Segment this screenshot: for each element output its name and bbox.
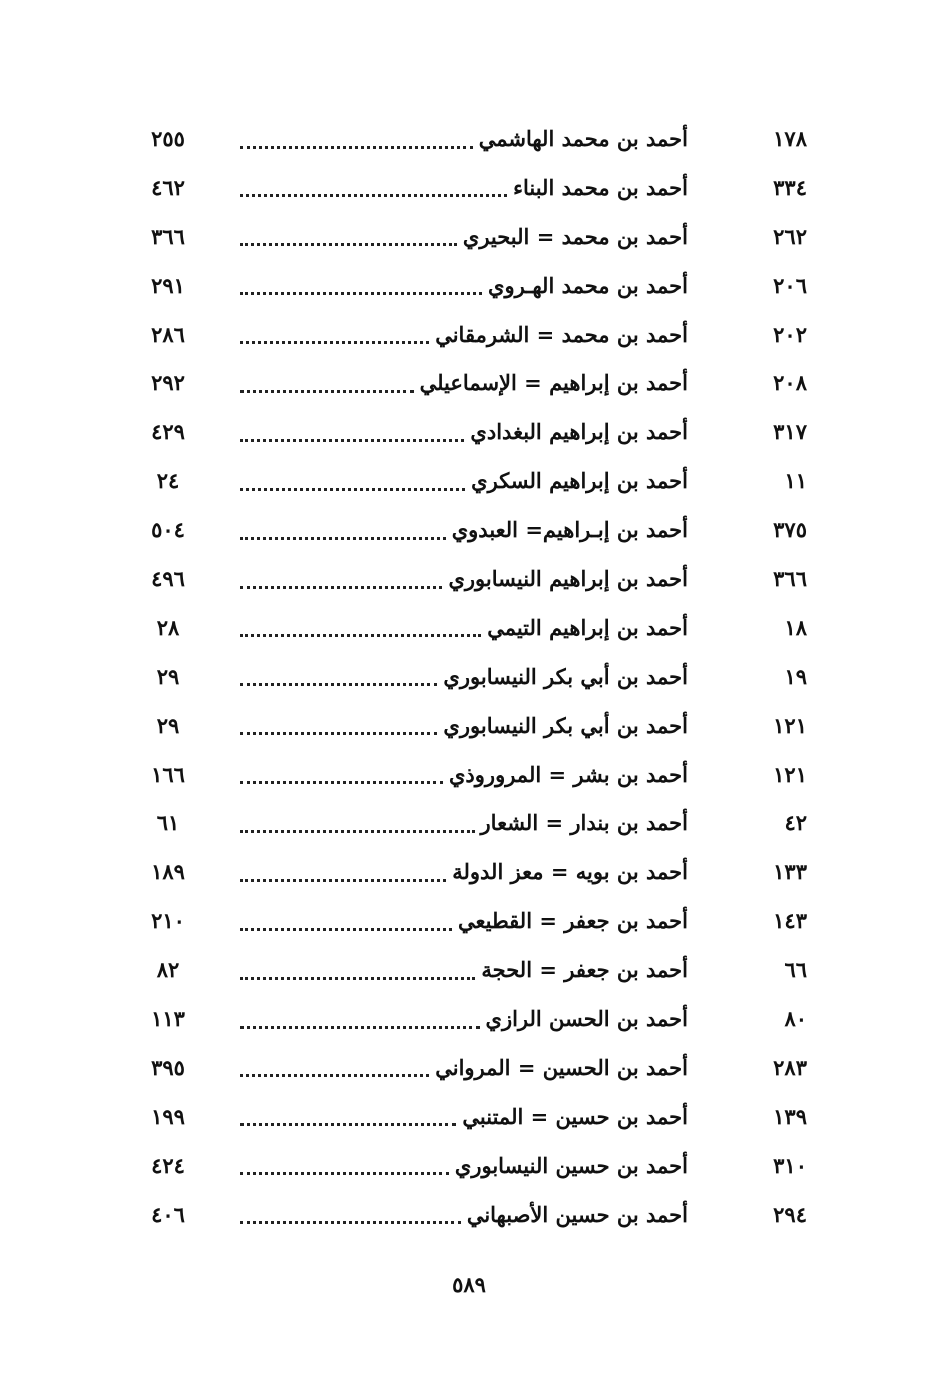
entry-name-line — [240, 124, 688, 156]
index-entry — [0, 851, 938, 900]
entry-number: ٣٧٥ — [773, 517, 807, 543]
dot-leader — [240, 586, 442, 589]
entry-name: أحمد بن بويه = معز الدولة — [452, 859, 688, 885]
dot-leader — [240, 928, 452, 931]
entry-name: أحمد بن إبراهيم = الإسماعيلي — [419, 370, 688, 396]
entry-number: ٦٦ — [784, 957, 807, 983]
entry-name-line — [240, 368, 688, 400]
entry-page: ٣٦٦ — [151, 223, 185, 249]
entry-number: ٢٩٤ — [773, 1201, 807, 1227]
entry-name: أحمد بن إبـراهيم= العبدوي — [451, 517, 688, 543]
index-entry — [0, 998, 938, 1047]
entry-name-line — [240, 417, 688, 449]
entry-name: أحمد بن أبي بكر النيسابوري — [443, 712, 688, 738]
entry-page: ٢٥٥ — [151, 126, 185, 151]
page-number: ٥٨٩ — [452, 1272, 486, 1297]
entry-number: ٣١٠ — [773, 1152, 807, 1178]
entry-number: ٣٦٦ — [773, 566, 807, 592]
index-entry — [0, 900, 938, 949]
entry-number: ١٢١ — [773, 761, 807, 787]
entry-number: ٢٠٦ — [773, 272, 807, 298]
index-entry — [0, 1194, 938, 1243]
entry-name: أحمد بن إبراهيم النيسابوري — [448, 566, 688, 592]
entry-name: أحمد بن حسين النيسابوري — [454, 1152, 688, 1178]
dot-leader — [240, 439, 464, 442]
entry-name-line — [240, 1102, 688, 1134]
entry-page: ٨٢ — [156, 957, 180, 983]
dot-leader — [240, 146, 473, 149]
entry-number: ٢٦٢ — [773, 223, 807, 249]
index-entry — [0, 460, 938, 509]
entry-page: ٢٨٦ — [151, 321, 185, 347]
entry-name: أحمد بن الحسين = المرواني — [435, 1054, 688, 1080]
entry-name: أحمد بن محمد = الشرمقاني — [435, 321, 688, 347]
entry-name-line — [240, 320, 688, 352]
index-entry — [0, 558, 938, 607]
dot-leader — [240, 1026, 480, 1029]
dot-leader — [240, 390, 414, 393]
index-entry — [0, 362, 938, 411]
entry-name: أحمد بن بشر = المروروذي — [449, 761, 688, 787]
index-entry — [0, 216, 938, 265]
index-entry — [0, 656, 938, 705]
entry-name: أحمد بن محمد الهاشمي — [478, 126, 688, 151]
entry-name: أحمد بن أبي بكر النيسابوري — [443, 663, 688, 689]
dot-leader — [240, 1221, 461, 1224]
entry-name: أحمد بن محمد البناء — [513, 174, 688, 200]
dot-leader — [240, 537, 446, 540]
dot-leader — [240, 732, 437, 735]
entry-page: ٤٦٢ — [151, 174, 185, 200]
entry-page: ١٦٦ — [151, 761, 185, 787]
dot-leader — [240, 1123, 456, 1126]
dot-leader — [240, 879, 446, 882]
entry-page: ٢٨ — [156, 614, 180, 640]
index-entry — [0, 1047, 938, 1096]
entry-name-line — [240, 1053, 688, 1085]
entry-page: ٢١٠ — [151, 908, 185, 934]
entry-name-line — [240, 906, 688, 938]
index-entry — [0, 754, 938, 803]
index-entry — [0, 314, 938, 363]
entry-number: ٣١٧ — [773, 419, 807, 445]
entry-name-line — [240, 515, 688, 547]
entry-page: ١٨٩ — [151, 859, 185, 885]
entry-number: ١٣٣ — [773, 859, 807, 885]
entry-number: ٢٠٨ — [773, 370, 807, 396]
entry-name: أحمد بن إبراهيم السكري — [471, 468, 688, 494]
entry-name: أحمد بن جعفر = الحجة — [481, 957, 688, 983]
dot-leader — [240, 341, 429, 344]
entry-name: أحمد بن جعفر = القطيعي — [457, 908, 688, 934]
index-entry — [0, 705, 938, 754]
index-entry — [0, 118, 938, 167]
entry-page: ٢٩٢ — [151, 370, 185, 396]
entry-number: ٣٣٤ — [773, 174, 807, 200]
entry-page: ٤٩٦ — [151, 566, 185, 592]
entry-name-line — [240, 1151, 688, 1183]
dot-leader — [240, 1172, 449, 1175]
index-entry — [0, 167, 938, 216]
entry-page: ٤٢٤ — [151, 1152, 185, 1178]
entry-page: ٤٢٩ — [151, 419, 185, 445]
entry-page: ٤٠٦ — [151, 1201, 185, 1227]
entry-number: ١٢١ — [773, 712, 807, 738]
dot-leader — [240, 830, 475, 833]
index-entry — [0, 802, 938, 851]
entry-name-line — [240, 271, 688, 303]
entry-number: ١٣٩ — [773, 1103, 807, 1129]
entry-name-line — [240, 564, 688, 596]
entry-number: ٤٢ — [784, 810, 807, 836]
entry-name-line — [240, 1004, 688, 1036]
index-entry — [0, 949, 938, 998]
entry-name: أحمد بن محمد = البحيري — [462, 223, 688, 249]
entry-number: ٨٠ — [784, 1006, 807, 1032]
entry-page: ١٩٩ — [151, 1103, 185, 1129]
entry-page: ٢٩ — [156, 663, 180, 689]
entry-page: ٢٤ — [156, 468, 180, 494]
entry-name-line — [240, 662, 688, 694]
dot-leader — [240, 243, 457, 246]
dot-leader — [240, 634, 481, 637]
entry-name-line — [240, 955, 688, 987]
entry-name-line — [240, 173, 688, 205]
index-entry — [0, 509, 938, 558]
entry-number: ١٨ — [784, 614, 807, 640]
entry-page: ٢٩١ — [151, 272, 185, 298]
entry-page: ٦١ — [156, 810, 180, 836]
dot-leader — [240, 194, 507, 197]
entry-page: ٥٠٤ — [151, 517, 185, 543]
entry-name-line — [240, 760, 688, 792]
entry-number: ١٩ — [784, 663, 807, 689]
dot-leader — [240, 488, 465, 491]
entry-name-line — [240, 711, 688, 743]
dot-leader — [240, 781, 443, 784]
entry-name: أحمد بن الحسن الرازي — [485, 1006, 688, 1032]
entry-name: أحمد بن محمد الهـروي — [488, 272, 688, 298]
entry-name: أحمد بن إبراهيم التيمي — [487, 614, 688, 640]
entry-name: أحمد بن إبراهيم البغدادي — [470, 419, 688, 445]
dot-leader — [240, 1074, 429, 1077]
entry-name-line — [240, 808, 688, 840]
entry-name: أحمد بن حسين الأصبهاني — [466, 1201, 688, 1227]
entry-page: ٢٩ — [156, 712, 180, 738]
entry-name: أحمد بن حسين = المتنبي — [462, 1103, 688, 1129]
entry-page: ١١٣ — [151, 1006, 185, 1032]
entry-number: ١٧٨ — [773, 126, 807, 151]
entry-name-line — [240, 857, 688, 889]
index-entry — [0, 1096, 938, 1145]
entry-name-line — [240, 613, 688, 645]
entry-number: ١٤٣ — [773, 908, 807, 934]
entry-number: ٢٨٣ — [773, 1054, 807, 1080]
entry-number: ١١ — [784, 468, 807, 494]
entry-name: أحمد بن بندار = الشعار — [480, 810, 688, 836]
entry-name-line — [240, 1200, 688, 1232]
index-list — [0, 118, 938, 1242]
entry-page: ٣٩٥ — [151, 1054, 185, 1080]
entry-name-line — [240, 222, 688, 254]
index-entry — [0, 1145, 938, 1194]
entry-name-line — [240, 466, 688, 498]
index-entry — [0, 265, 938, 314]
entry-number: ٢٠٢ — [773, 321, 807, 347]
index-entry — [0, 607, 938, 656]
dot-leader — [240, 683, 437, 686]
dot-leader — [240, 977, 475, 980]
index-entry — [0, 411, 938, 460]
dot-leader — [240, 292, 482, 295]
